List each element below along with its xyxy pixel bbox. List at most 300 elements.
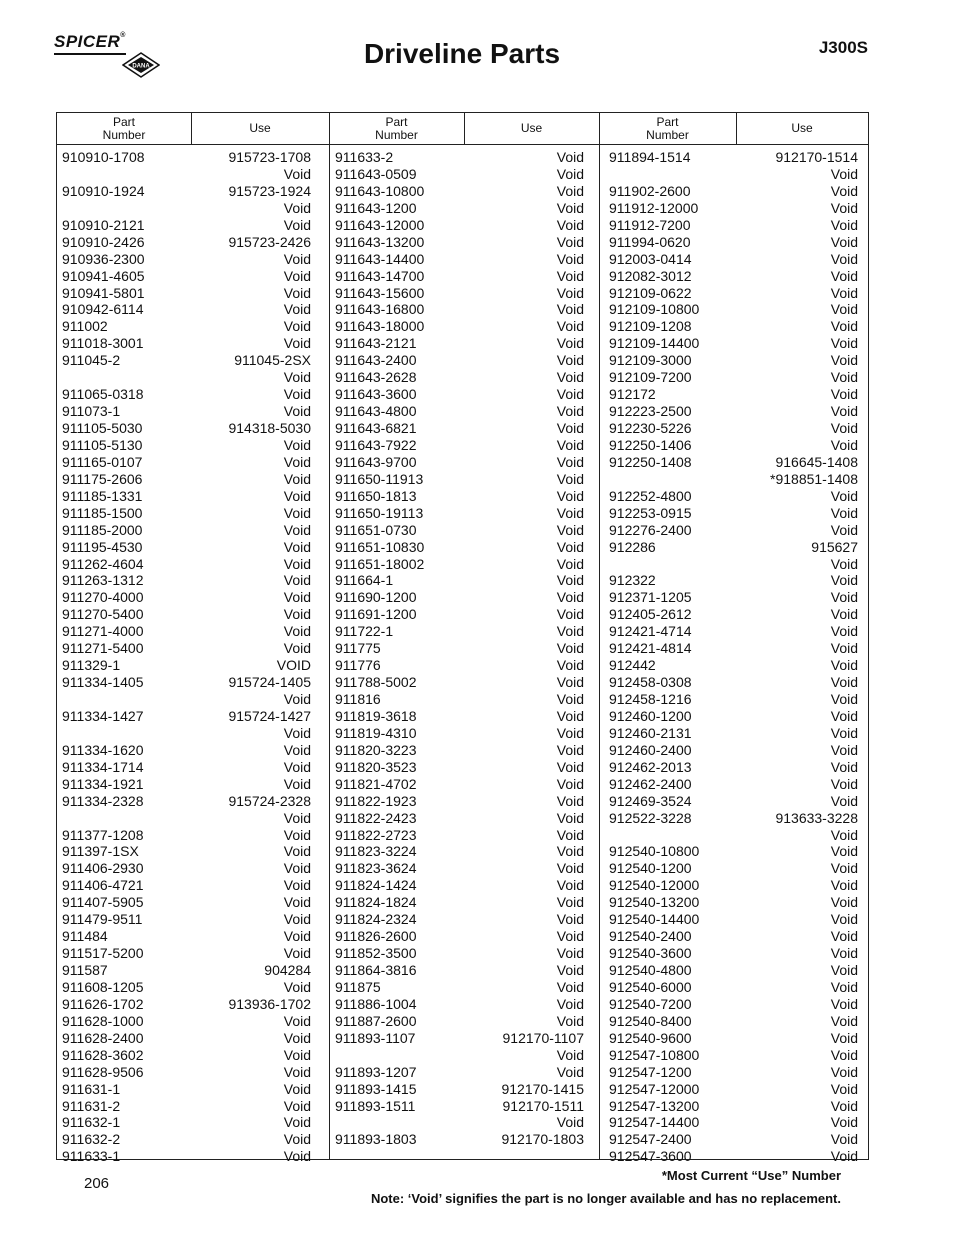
- parts-table: [56, 112, 869, 1165]
- part-number: 911875: [335, 978, 381, 995]
- part-use: Void: [556, 945, 584, 962]
- part-number: 911628-3602: [62, 1046, 144, 1063]
- part-use: Void: [830, 1046, 858, 1063]
- part-number: 911864-3816: [335, 962, 417, 978]
- table-row: [335, 386, 584, 403]
- part-use: Void: [830, 657, 858, 674]
- part-number: 911886-1004: [335, 995, 417, 1012]
- part-use: Void: [556, 216, 584, 233]
- part-use: Void: [830, 1063, 858, 1080]
- part-number: 912460-1200: [609, 707, 692, 724]
- part-use: Void: [283, 860, 311, 877]
- part-use: Void: [283, 724, 311, 741]
- part-number: 911270-4000: [62, 589, 144, 606]
- table-row: [335, 776, 584, 793]
- table-row: [62, 1030, 311, 1047]
- table-row: [335, 369, 584, 386]
- header-part-number-2: Part Number: [375, 114, 418, 142]
- table-row: [335, 403, 584, 420]
- table-row: [609, 996, 858, 1013]
- table-row: [62, 725, 311, 742]
- table-row: [335, 234, 584, 251]
- table-row: [335, 945, 584, 962]
- part-use: Void: [556, 1046, 584, 1063]
- table-row: [609, 301, 858, 318]
- part-use: Void: [556, 809, 584, 826]
- table-row: [335, 759, 584, 776]
- table-row: [62, 996, 311, 1013]
- table-row: [609, 1030, 858, 1047]
- table-row: [335, 877, 584, 894]
- part-use: Void: [283, 843, 311, 860]
- part-number: 910910-2121: [62, 216, 145, 233]
- part-use: Void: [830, 318, 858, 335]
- table-row: [62, 759, 311, 776]
- part-use: Void: [283, 691, 311, 707]
- part-number: 911651-18002: [335, 555, 425, 572]
- table-row: [609, 234, 858, 251]
- part-number: 911479-9511: [62, 911, 143, 928]
- part-use: Void: [830, 165, 858, 182]
- table-row: [609, 522, 858, 539]
- part-use: 915723-1924: [228, 182, 311, 199]
- part-use: Void: [283, 758, 311, 775]
- table-row: [62, 979, 311, 996]
- part-number: 911628-2400: [62, 1029, 144, 1046]
- part-use: Void: [830, 436, 858, 453]
- table-row: [62, 285, 311, 302]
- part-number: 911894-1514: [609, 149, 691, 165]
- table-row: [335, 911, 584, 928]
- table-row: [335, 200, 584, 217]
- part-use: Void: [283, 386, 311, 403]
- part-use: Void: [283, 1114, 311, 1131]
- part-number: 911002: [62, 318, 108, 335]
- table-row: [609, 505, 858, 522]
- table-row: [335, 996, 584, 1013]
- header-part-number-3: Part Number: [646, 114, 689, 142]
- table-row: [62, 572, 311, 589]
- part-number: 911650-19113: [335, 504, 424, 521]
- part-number: 912469-3524: [609, 792, 692, 809]
- part-use: Void: [283, 589, 311, 606]
- table-row: [62, 640, 311, 657]
- part-use: Void: [283, 216, 311, 233]
- table-row: [335, 674, 584, 691]
- table-row: [609, 979, 858, 996]
- table-row: [609, 640, 858, 657]
- part-number: 912109-10800: [609, 301, 700, 318]
- table-row: [609, 1047, 858, 1064]
- table-row: [335, 217, 584, 234]
- part-use: Void: [556, 335, 584, 352]
- table-row: [609, 335, 858, 352]
- column-divider: [329, 113, 330, 1159]
- part-number: 911073-1: [62, 403, 121, 420]
- table-row: [335, 505, 584, 522]
- table-row: [609, 945, 858, 962]
- table-row: [609, 539, 858, 556]
- part-use: 913633-3228: [775, 809, 858, 826]
- table-row: [335, 1081, 584, 1098]
- part-number: 912540-1200: [609, 860, 692, 877]
- part-number: 911334-1620: [62, 741, 144, 758]
- brand-registered-mark: ®: [120, 32, 126, 39]
- part-use: Void: [830, 826, 858, 843]
- part-number: 911643-0509: [335, 165, 417, 182]
- part-number: 911643-14700: [335, 267, 425, 284]
- part-number: 911819-4310: [335, 724, 417, 741]
- part-number: 911912-7200: [609, 216, 691, 233]
- page-title: Driveline Parts: [363, 38, 561, 69]
- part-use: Void: [283, 504, 311, 521]
- part-number: 911822-2723: [335, 826, 417, 843]
- table-row: [62, 843, 311, 860]
- part-number: 912109-7200: [609, 369, 692, 386]
- table-row: [62, 742, 311, 759]
- table-row: [62, 217, 311, 234]
- table-row: [62, 1013, 311, 1030]
- table-row: [62, 301, 311, 318]
- part-use: Void: [283, 1080, 311, 1097]
- table-row: [335, 1030, 584, 1047]
- part-number: 912371-1205: [609, 589, 692, 606]
- part-number: 912252-4800: [609, 487, 692, 504]
- part-use: Void: [283, 1148, 311, 1165]
- part-number: 911165-0107: [62, 453, 143, 470]
- part-use: Void: [283, 775, 311, 792]
- table-row: [335, 268, 584, 285]
- part-use: Void: [830, 1012, 858, 1029]
- parts-column-3: [609, 149, 858, 1165]
- part-number: 911912-12000: [609, 199, 699, 216]
- table-row: [335, 437, 584, 454]
- part-number: 910910-2426: [62, 233, 145, 250]
- part-use: Void: [283, 826, 311, 843]
- part-number: 912109-0622: [609, 284, 692, 301]
- part-number: 911270-5400: [62, 606, 144, 623]
- part-number: 911045-2: [62, 352, 121, 369]
- part-number: 911271-4000: [62, 623, 144, 640]
- table-row: [335, 488, 584, 505]
- part-use: Void: [556, 386, 584, 403]
- table-row: [609, 285, 858, 302]
- part-number: 911643-6821: [335, 420, 417, 436]
- part-use: Void: [283, 945, 311, 962]
- table-row: [335, 894, 584, 911]
- table-row: [335, 928, 584, 945]
- part-use: Void: [556, 420, 584, 436]
- part-number: 912172: [609, 386, 656, 403]
- part-use: Void: [283, 470, 311, 487]
- page-number: 206: [84, 1175, 110, 1192]
- table-row: [62, 1148, 311, 1165]
- part-use: Void: [556, 233, 584, 250]
- part-use: Void: [830, 284, 858, 301]
- part-use: Void: [556, 352, 584, 369]
- part-number: 911994-0620: [609, 233, 691, 250]
- part-use: 915724-2328: [228, 792, 311, 809]
- part-number: 911397-1SX: [62, 843, 139, 860]
- table-row: [609, 674, 858, 691]
- table-row: [62, 962, 311, 979]
- table-row: [335, 657, 584, 674]
- part-use: Void: [830, 758, 858, 775]
- part-use: Void: [830, 1097, 858, 1114]
- part-use: Void: [830, 792, 858, 809]
- part-use: *918851-1408: [770, 470, 858, 487]
- part-use: Void: [830, 589, 858, 606]
- part-use: Void: [556, 758, 584, 775]
- part-use: 915723-2426: [228, 233, 311, 250]
- part-use: Void: [556, 267, 584, 284]
- table-row: [335, 1131, 584, 1148]
- table-row: [609, 894, 858, 911]
- part-use: Void: [830, 911, 858, 928]
- table-row: [609, 1131, 858, 1148]
- table-row: [62, 1064, 311, 1081]
- part-use: Void: [556, 623, 584, 640]
- part-use: Void: [556, 826, 584, 843]
- part-number: 911776: [335, 657, 381, 674]
- part-use: Void: [556, 318, 584, 335]
- part-number: 911185-1500: [62, 504, 143, 521]
- table-row: [609, 725, 858, 742]
- part-use: Void: [556, 657, 584, 674]
- part-number: 911263-1312: [62, 572, 144, 589]
- part-use: Void: [830, 521, 858, 538]
- table-row: [609, 183, 858, 200]
- part-use: Void: [556, 995, 584, 1012]
- table-row: [62, 471, 311, 488]
- table-row: [62, 437, 311, 454]
- part-number: 911628-1000: [62, 1012, 144, 1029]
- part-number: 911821-4702: [335, 775, 417, 792]
- table-row: [335, 860, 584, 877]
- part-number: 912109-3000: [609, 352, 692, 369]
- table-row: [335, 1013, 584, 1030]
- part-use: Void: [830, 962, 858, 978]
- part-use: Void: [283, 301, 311, 318]
- part-number: 911690-1200: [335, 589, 417, 606]
- footnote: *Most Current “Use” Number: [661, 1168, 841, 1183]
- table-row: [62, 556, 311, 573]
- part-number: 911643-3600: [335, 386, 417, 403]
- table-row: [335, 843, 584, 860]
- part-use: Void: [283, 1029, 311, 1046]
- part-number: 911643-13200: [335, 233, 425, 250]
- part-use: Void: [830, 216, 858, 233]
- part-use: Void: [830, 403, 858, 420]
- part-number: 911852-3500: [335, 945, 417, 962]
- table-row: [62, 488, 311, 505]
- part-use: Void: [556, 843, 584, 860]
- table-row: [335, 589, 584, 606]
- table-row: [62, 318, 311, 335]
- part-number: 912322: [609, 572, 656, 589]
- part-use: Void: [830, 369, 858, 386]
- part-number: 912253-0915: [609, 504, 692, 521]
- column-divider: [599, 113, 600, 1159]
- part-number: 912540-2400: [609, 928, 692, 945]
- table-row: [609, 572, 858, 589]
- table-row: [62, 149, 311, 166]
- table-row: [335, 1047, 584, 1064]
- table-row: [62, 1131, 311, 1148]
- part-use: Void: [830, 623, 858, 640]
- part-use: Void: [283, 538, 311, 555]
- part-number: 911643-12000: [335, 216, 425, 233]
- table-row: [609, 149, 858, 166]
- part-number: 911651-10830: [335, 538, 425, 555]
- table-row: [335, 183, 584, 200]
- table-row: [609, 268, 858, 285]
- part-number: 911517-5200: [62, 945, 144, 962]
- part-use: Void: [830, 928, 858, 945]
- part-use: Void: [830, 843, 858, 860]
- part-number: 912109-14400: [609, 335, 700, 352]
- table-row: [609, 1064, 858, 1081]
- part-use: Void: [830, 386, 858, 403]
- part-use: 912170-1803: [501, 1131, 584, 1148]
- table-row: [609, 810, 858, 827]
- part-use: Void: [556, 301, 584, 318]
- table-row: [609, 962, 858, 979]
- part-number: 911643-9700: [335, 453, 417, 470]
- part-use: Void: [556, 521, 584, 538]
- table-row: [609, 1148, 858, 1165]
- part-number: 911334-2328: [62, 792, 144, 809]
- table-row: [609, 708, 858, 725]
- table-row: [335, 1098, 584, 1115]
- table-row: [335, 623, 584, 640]
- part-number: 911664-1: [335, 572, 394, 589]
- part-use: Void: [830, 182, 858, 199]
- table-row: [335, 454, 584, 471]
- table-row: [609, 877, 858, 894]
- part-use: Void: [830, 504, 858, 521]
- part-use: 915723-1708: [228, 149, 311, 165]
- table-row: [609, 1098, 858, 1115]
- table-row: [609, 928, 858, 945]
- part-use: Void: [556, 775, 584, 792]
- part-number: 911820-3223: [335, 741, 417, 758]
- table-row: [62, 386, 311, 403]
- table-row: [335, 1148, 584, 1165]
- part-number: 912547-2400: [609, 1131, 692, 1148]
- part-number: 912540-12000: [609, 877, 700, 894]
- part-number: 912250-1406: [609, 436, 692, 453]
- part-use: Void: [283, 250, 311, 267]
- part-use: Void: [556, 250, 584, 267]
- part-number: 911631-2: [62, 1097, 121, 1114]
- table-row: [62, 674, 311, 691]
- part-use: Void: [556, 470, 584, 487]
- table-row: [62, 200, 311, 217]
- part-use: Void: [283, 606, 311, 623]
- part-use: Void: [556, 911, 584, 928]
- part-use: 912170-1514: [775, 149, 858, 165]
- part-number: 912250-1408: [609, 453, 692, 470]
- part-number: 911788-5002: [335, 674, 417, 691]
- table-row: [609, 318, 858, 335]
- part-use: Void: [830, 995, 858, 1012]
- part-number: 911893-1803: [335, 1131, 417, 1148]
- part-use: Void: [556, 487, 584, 504]
- part-number: 911691-1200: [335, 606, 417, 623]
- part-use: Void: [283, 623, 311, 640]
- table-row: [609, 437, 858, 454]
- table-row: [62, 911, 311, 928]
- part-use: Void: [830, 707, 858, 724]
- part-number: 911824-1424: [335, 877, 417, 894]
- part-use: Void: [556, 589, 584, 606]
- part-use: Void: [283, 928, 311, 945]
- part-use: Void: [283, 555, 311, 572]
- part-number: 912547-1200: [609, 1063, 692, 1080]
- table-row: [335, 335, 584, 352]
- part-number: 911643-1200: [335, 199, 417, 216]
- part-use: Void: [830, 674, 858, 691]
- table-row: [335, 149, 584, 166]
- part-use: Void: [283, 453, 311, 470]
- header-use-3: Use: [791, 121, 813, 135]
- part-use: Void: [283, 741, 311, 758]
- part-number: 911893-1415: [335, 1080, 417, 1097]
- part-use: Void: [556, 182, 584, 199]
- table-row: [62, 1047, 311, 1064]
- part-number: 911820-3523: [335, 758, 417, 775]
- part-use: Void: [283, 487, 311, 504]
- header-divider: [464, 113, 465, 144]
- part-number: 911065-0318: [62, 386, 144, 403]
- part-use: Void: [283, 521, 311, 538]
- part-use: Void: [830, 555, 858, 572]
- table-row: [62, 335, 311, 352]
- part-use: Void: [283, 911, 311, 928]
- part-number: 911105-5030: [62, 420, 143, 436]
- part-use: Void: [830, 724, 858, 741]
- part-use: Void: [556, 894, 584, 911]
- part-use: Void: [830, 606, 858, 623]
- part-use: Void: [556, 962, 584, 978]
- part-use: Void: [556, 555, 584, 572]
- part-use: Void: [283, 572, 311, 589]
- part-number: 911822-2423: [335, 809, 417, 826]
- part-number: 912547-14400: [609, 1114, 700, 1131]
- part-use: Void: [830, 233, 858, 250]
- table-row: [62, 945, 311, 962]
- part-number: 910941-5801: [62, 284, 145, 301]
- table-row: [335, 471, 584, 488]
- part-number: 911587: [62, 962, 108, 978]
- part-number: 911651-0730: [335, 521, 417, 538]
- part-use: Void: [556, 860, 584, 877]
- part-number: 911643-18000: [335, 318, 425, 335]
- part-use: Void: [830, 250, 858, 267]
- table-row: [335, 827, 584, 844]
- header-use-1: Use: [249, 121, 271, 135]
- part-use: Void: [556, 1063, 584, 1080]
- part-use: Void: [283, 403, 311, 420]
- part-use: Void: [830, 199, 858, 216]
- part-number: 912462-2400: [609, 775, 692, 792]
- part-number: 911484: [62, 928, 108, 945]
- table-row: [335, 691, 584, 708]
- table-row: [62, 1098, 311, 1115]
- table-row: [335, 708, 584, 725]
- part-use: Void: [283, 318, 311, 335]
